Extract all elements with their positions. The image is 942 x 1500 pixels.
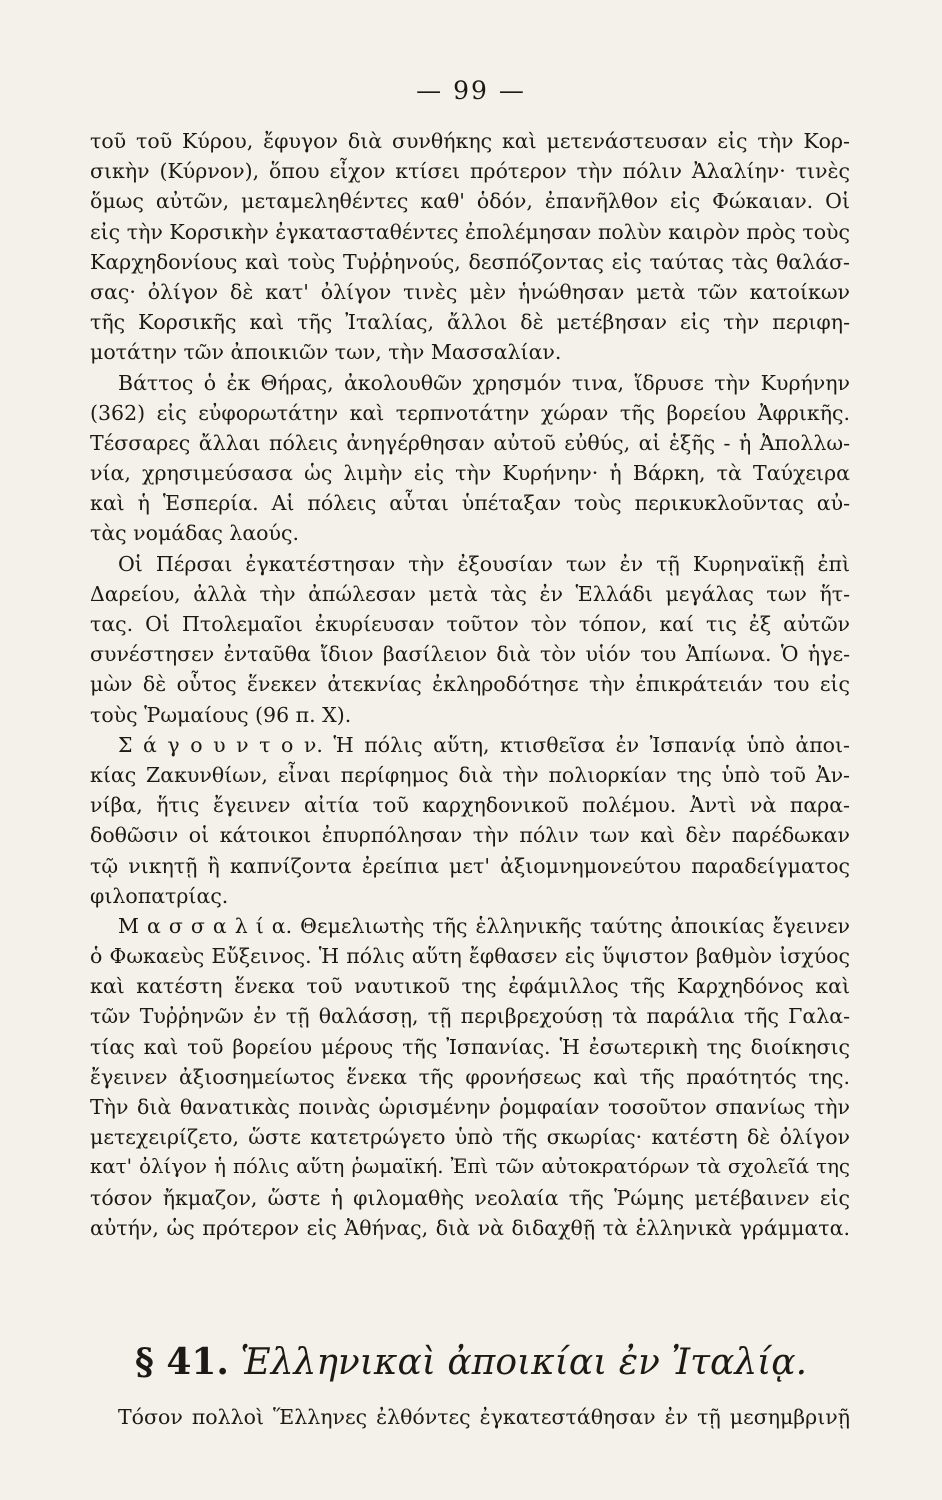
text-line: τῶν Τυῤῥηνῶν ἐν τῇ θαλάσσῃ, τῇ περιβρεχούσῃ τὰ παράλια τῆς Γαλα- [90, 1004, 850, 1029]
text-line: τῆς Κορσικῆς καὶ τῆς Ἰταλίας, ἄλλοι δὲ μετέβησαν εἰς τὴν περιφη- [90, 310, 850, 335]
text-line: τόσον ἤκμαζον, ὥστε ἡ φιλομαθὴς νεολαία τῆς Ῥώμης μετέβαινεν εἰς [90, 1185, 850, 1210]
text-line: τας. Οἱ Πτολεμαῖοι ἐκυρίευσαν τοῦτον τὸν τόπον, καί τις ἐξ αὐτῶν [90, 612, 850, 636]
text-line: μὼν δὲ οὗτος ἕνεκεν ἀτεκνίας ἐκληροδότησε τὴν ἐπικράτειάν του εἰς [90, 672, 850, 697]
text-line: καὶ κατέστη ἕνεκα τοῦ ναυτικοῦ της ἐφάμιλλος τῆς Καρχηδόνος καὶ [90, 974, 850, 999]
text-line: ἔγεινεν ἀξιοσημείωτος ἕνεκα τῆς φρονήσεως καὶ τῆς πραότητός της. [90, 1064, 850, 1089]
text-line: μοτάτην τῶν ἀποικιῶν των, τὴν Μασσαλίαν. [90, 340, 562, 365]
text-line: νία, χρησιμεύσασα ὡς λιμὴν εἰς τὴν Κυρήνην· ἡ Βάρκη, τὰ Ταύχειρα [90, 461, 850, 486]
text-line: τὰς νομάδας λαούς. [90, 521, 299, 546]
text-line: (362) εἰς εὐφορωτάτην καὶ τερπνοτάτην χώραν τῆς βορείου Ἀφρικῆς. [90, 400, 850, 425]
text-line: νίβα, ἥτις ἔγεινεν αἰτία τοῦ καρχηδονικοῦ πολέμου. Ἀντὶ νὰ παρα- [90, 793, 850, 818]
text-line: Βάττος ὁ ἐκ Θήρας, ἀκολουθῶν χρησμόν τινα, ἵδρυσε τὴν Κυρήνην [118, 370, 850, 395]
text-line: Σ ά γ ο υ ν τ ο ν. Ἡ πόλις αὕτη, κτισθεῖσα ἐν Ἰσπανίᾳ ὑπὸ ἀποι- [118, 732, 850, 757]
section-number: § 41. [134, 1341, 229, 1383]
page-number: — 99 — [416, 76, 526, 105]
text-line: συνέστησεν ἐνταῦθα ἴδιον βασίλειον διὰ τὸν υἱόν του Ἀπίωνα. Ὁ ἡγε- [90, 642, 850, 667]
text-line: αὐτήν, ὡς πρότερον εἰς Ἀθήνας, διὰ νὰ διδαχθῇ τὰ ἑλληνικὰ γράμματα. [90, 1215, 850, 1240]
text-line: σικὴν (Κύρνον), ὅπου εἶχον κτίσει πρότερον τὴν πόλιν Ἀλαλίην· τινὲς [90, 159, 850, 184]
text-line: τοῦ τοῦ Κύρου, ἔφυγον διὰ συνθήκης καὶ μετενάστευσαν εἰς τὴν Κορ- [90, 129, 850, 153]
text-line: ὁ Φωκαεὺς Εὔξεινος. Ἡ πόλις αὕτη ἔφθασεν εἰς ὕψιστον βαθμὸν ἰσχύος [90, 944, 850, 969]
text-line: μετεχειρίζετο, ὥστε κατετρώγετο ὑπὸ τῆς σκωρίας· κατέστη δὲ ὀλίγον [90, 1125, 850, 1150]
body-text [90, 126, 850, 1243]
text-line: ὅμως αὐτῶν, μεταμεληθέντες καθ' ὁδόν, ἐπανῆλθον εἰς Φώκαιαν. Οἱ [90, 189, 850, 214]
text-line: Τόσον πολλοὶ Ἕλληνες ἐλθόντες ἐγκατεστάθησαν ἐν τῇ μεσημβρινῇ [118, 1405, 850, 1429]
closing-text [90, 1402, 850, 1432]
text-line: Τέσσαρες ἄλλαι πόλεις ἀνηγέρθησαν αὐτοῦ εὐθύς, αἱ ἑξῆς - ἡ Ἀπολλω- [90, 430, 850, 455]
text-line: εἰς τὴν Κορσικὴν ἐγκατασταθέντες ἐπολέμησαν πολὺν καιρὸν πρὸς τοὺς [90, 219, 850, 244]
text-line: Καρχηδονίους καὶ τοὺς Τυῤῥηνούς, δεσπόζοντας εἰς ταύτας τὰς θαλάσ- [90, 249, 850, 274]
text-line: κατ' ὀλίγον ἡ πόλις αὕτη ῥωμαϊκή. Ἐπὶ τῶν αὐτοκρατόρων τὰ σχολεῖά της [90, 1155, 850, 1179]
text-line: Μ α σ σ α λ ί α. Θεμελιωτὴς τῆς ἑλληνικῆς ταύτης ἀποικίας ἔγεινεν [118, 913, 850, 938]
section-heading [0, 1332, 942, 1392]
text-line: Τὴν διὰ θανατικὰς ποινὰς ὡρισμένην ῥομφαίαν τοσοῦτον σπανίως τὴν [90, 1095, 850, 1119]
text-line: τίας καὶ τοῦ βορείου μέρους τῆς Ἰσπανίας. Ἡ ἐσωτερικὴ της διοίκησις [90, 1034, 850, 1059]
text-line: τῷ νικητῇ ἢ καπνίζοντα ἐρείπια μετ' ἀξιομνημονεύτου παραδείγματος [90, 853, 850, 878]
text-line: σας· ὀλίγον δὲ κατ' ὀλίγον τινὲς μὲν ἡνώθησαν μετὰ τῶν κατοίκων [90, 279, 850, 304]
text-line: τοὺς Ῥωμαίους (96 π. Χ). [90, 702, 352, 727]
text-line: Δαρείου, ἀλλὰ τὴν ἀπώλεσαν μετὰ τὰς ἐν Ἑλλάδι μεγάλας των ἥτ- [90, 581, 850, 606]
text-line: καὶ ἡ Ἑσπερία. Αἱ πόλεις αὗται ὑπέταξαν τοὺς περικυκλοῦντας αὐ- [90, 491, 850, 516]
text-line: κίας Ζακυνθίων, εἶναι περίφημος διὰ τὴν πολιορκίαν της ὑπὸ τοῦ Ἀν- [90, 762, 850, 787]
text-line: φιλοπατρίας. [90, 883, 229, 908]
section-title: Ἑλληνικαὶ ἀποικίαι ἐν Ἰταλίᾳ. [240, 1342, 808, 1383]
text-line: Οἱ Πέρσαι ἐγκατέστησαν τὴν ἐξουσίαν των ἐν τῇ Κυρηναϊκῇ ἐπὶ [118, 551, 850, 576]
text-line: δοθῶσιν οἱ κάτοικοι ἐπυρπόλησαν τὴν πόλιν των καὶ δὲν παρέδωκαν [90, 823, 850, 848]
